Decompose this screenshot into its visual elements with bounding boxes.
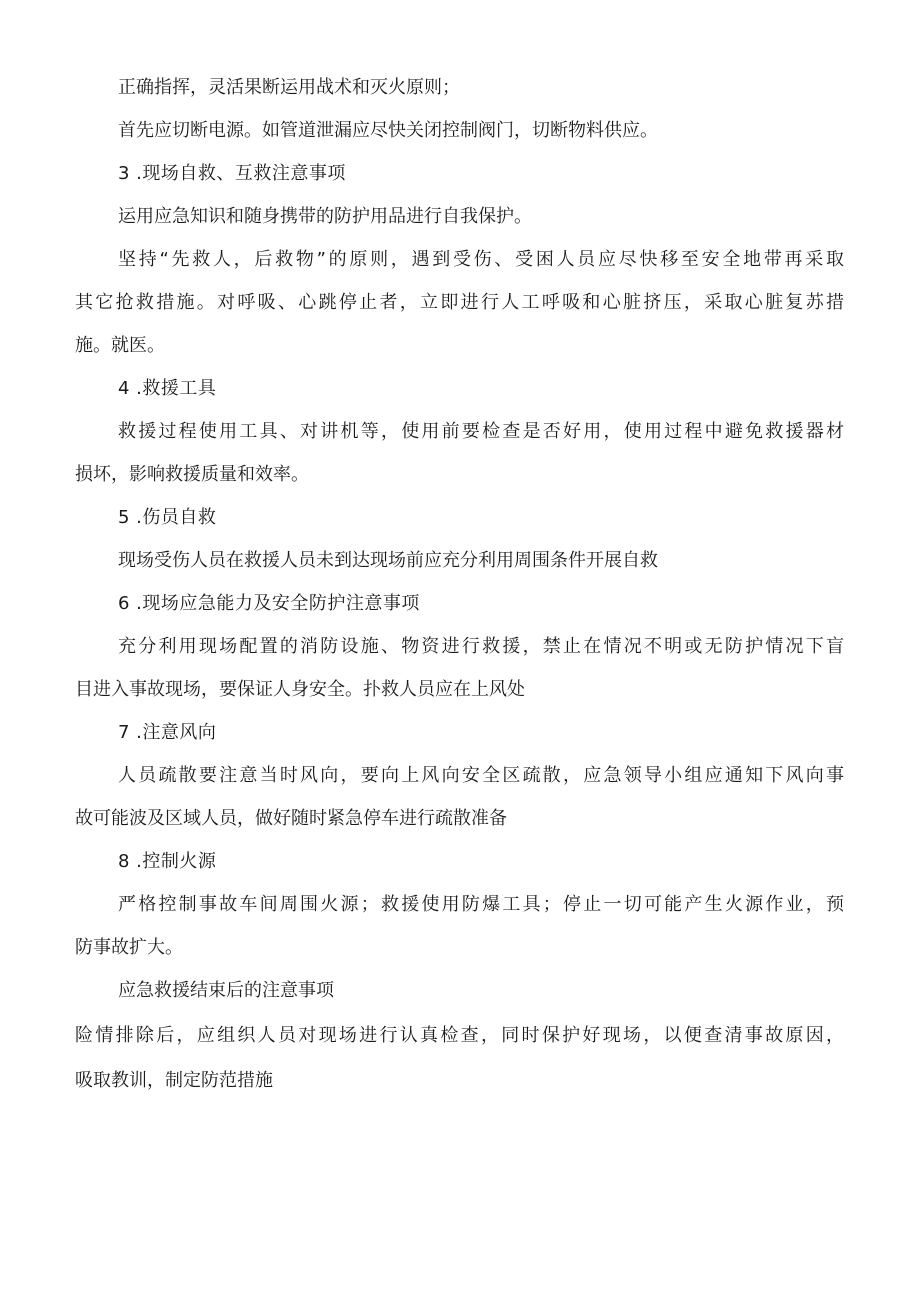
paragraph-line: 吸取教训，制定防范措施	[75, 1070, 273, 1091]
paragraph-line: 目进入事故现场，要保证人身安全。扑救人员应在上风处	[75, 679, 525, 700]
paragraph-line: 救援过程使用工具、对讲机等，使用前要检查是否好用，使用过程中避免救援器材	[118, 421, 844, 442]
paragraph-line: 首先应切断电源。如管道泄漏应尽快关闭控制阀门，切断物料供应。	[118, 120, 658, 141]
paragraph-line: 其它抢救措施。对呼吸、心跳停止者，立即进行人工呼吸和心脏挤压，采取心脏复苏措	[75, 292, 844, 313]
paragraph-line: 坚持“先救人，后救物”的原则，遇到受伤、受困人员应尽快移至安全地带再采取	[118, 249, 844, 270]
paragraph-line: 运用应急知识和随身携带的防护用品进行自我保护。	[118, 206, 532, 227]
paragraph-line: 防事故扩大。	[75, 937, 183, 958]
paragraph-line: 严格控制事故车间周围火源；救援使用防爆工具；停止一切可能产生火源作业，预	[118, 894, 844, 915]
section-heading-post-rescue: 应急救援结束后的注意事项	[118, 980, 334, 1001]
section-heading-4: 4 .救援工具	[118, 378, 217, 399]
paragraph-line: 损坏，影响救援质量和效率。	[75, 464, 309, 485]
paragraph-line: 施。就医。	[75, 335, 165, 356]
section-heading-6: 6 .现场应急能力及安全防护注意事项	[118, 593, 420, 614]
paragraph-line: 故可能波及区域人员，做好随时紧急停车进行疏散准备	[75, 808, 507, 829]
paragraph-line: 险情排除后，应组织人员对现场进行认真检查，同时保护好现场，以便查清事故原因，	[75, 1025, 844, 1046]
paragraph-line: 充分利用现场配置的消防设施、物资进行救援，禁止在情况不明或无防护情况下盲	[118, 636, 844, 657]
paragraph-line: 人员疏散要注意当时风向，要向上风向安全区疏散，应急领导小组应通知下风向事	[118, 765, 844, 786]
section-heading-5: 5 .伤员自救	[118, 507, 217, 528]
section-heading-3: 3 .现场自救、互救注意事项	[118, 163, 346, 184]
section-heading-7: 7 .注意风向	[118, 722, 217, 743]
paragraph-line: 现场受伤人员在救援人员未到达现场前应充分利用周围条件开展自救	[118, 550, 658, 571]
section-heading-8: 8 .控制火源	[118, 851, 217, 872]
paragraph-line: 正确指挥，灵活果断运用战术和灭火原则；	[118, 77, 460, 98]
